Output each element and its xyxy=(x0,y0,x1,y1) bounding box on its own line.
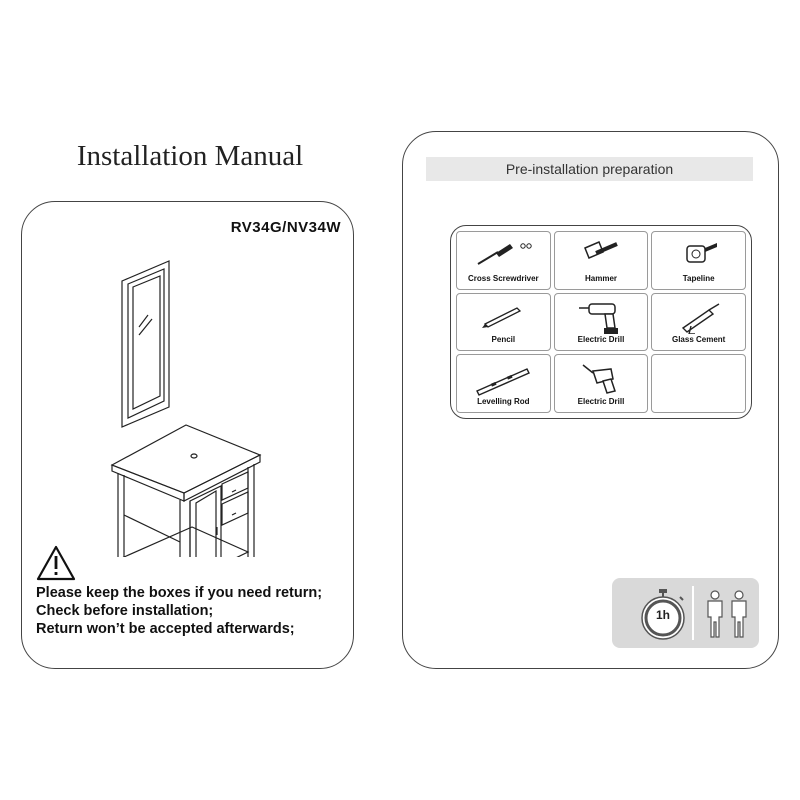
spirit-level-icon xyxy=(471,361,535,397)
tool-item-electric-drill xyxy=(554,293,649,352)
tool-label: Glass Cement xyxy=(671,335,726,345)
tool-label: Electric Drill xyxy=(577,335,625,345)
model-code: RV34G/NV34W xyxy=(230,219,341,236)
tool-item-glass-cement xyxy=(651,293,746,352)
vanity-illustration xyxy=(104,257,274,557)
time-required: 1h xyxy=(655,608,670,622)
pencil-icon xyxy=(473,300,533,332)
tape-measure-icon xyxy=(669,238,729,270)
mirror-drawing xyxy=(122,261,169,427)
manual-title: Installation Manual xyxy=(76,140,304,172)
electric-drill-icon xyxy=(571,300,631,336)
time-and-people xyxy=(612,578,759,648)
product-panel xyxy=(21,201,354,669)
two-people-icon xyxy=(700,588,755,642)
caulk-gun-icon xyxy=(669,300,729,334)
tool-label: Pencil xyxy=(491,335,516,345)
tool-label: Cross Screwdriver xyxy=(467,273,539,283)
tool-item-pencil xyxy=(456,293,551,352)
electric-drill-icon xyxy=(571,361,631,397)
tool-item-empty xyxy=(651,354,746,413)
tool-label: Hammer xyxy=(584,273,617,283)
tool-item-tapeline xyxy=(651,231,746,290)
preparation-panel xyxy=(402,131,779,669)
warning-line: Please keep the boxes if you need return; xyxy=(36,585,323,601)
tool-item-hammer xyxy=(554,231,649,290)
tools-list xyxy=(450,225,752,419)
tool-label: Electric Drill xyxy=(577,397,625,406)
screwdriver-icon xyxy=(468,238,538,268)
section-header: Pre-installation preparation xyxy=(426,157,753,181)
warning-triangle-icon xyxy=(36,545,76,581)
divider xyxy=(692,586,694,640)
warning-line: Check before installation; xyxy=(36,603,214,619)
tool-item-electric-drill xyxy=(554,354,649,413)
tool-item-levelling-rod xyxy=(456,354,551,413)
warning-line: Return won’t be accepted afterwards; xyxy=(36,621,295,637)
warning-notice xyxy=(36,584,322,638)
tool-item-screwdriver xyxy=(456,231,551,290)
countertop-drawing xyxy=(112,425,260,501)
tool-label: Tapeline xyxy=(682,273,715,283)
hammer-icon xyxy=(571,238,631,270)
tool-label: Levelling Rod xyxy=(477,397,530,406)
